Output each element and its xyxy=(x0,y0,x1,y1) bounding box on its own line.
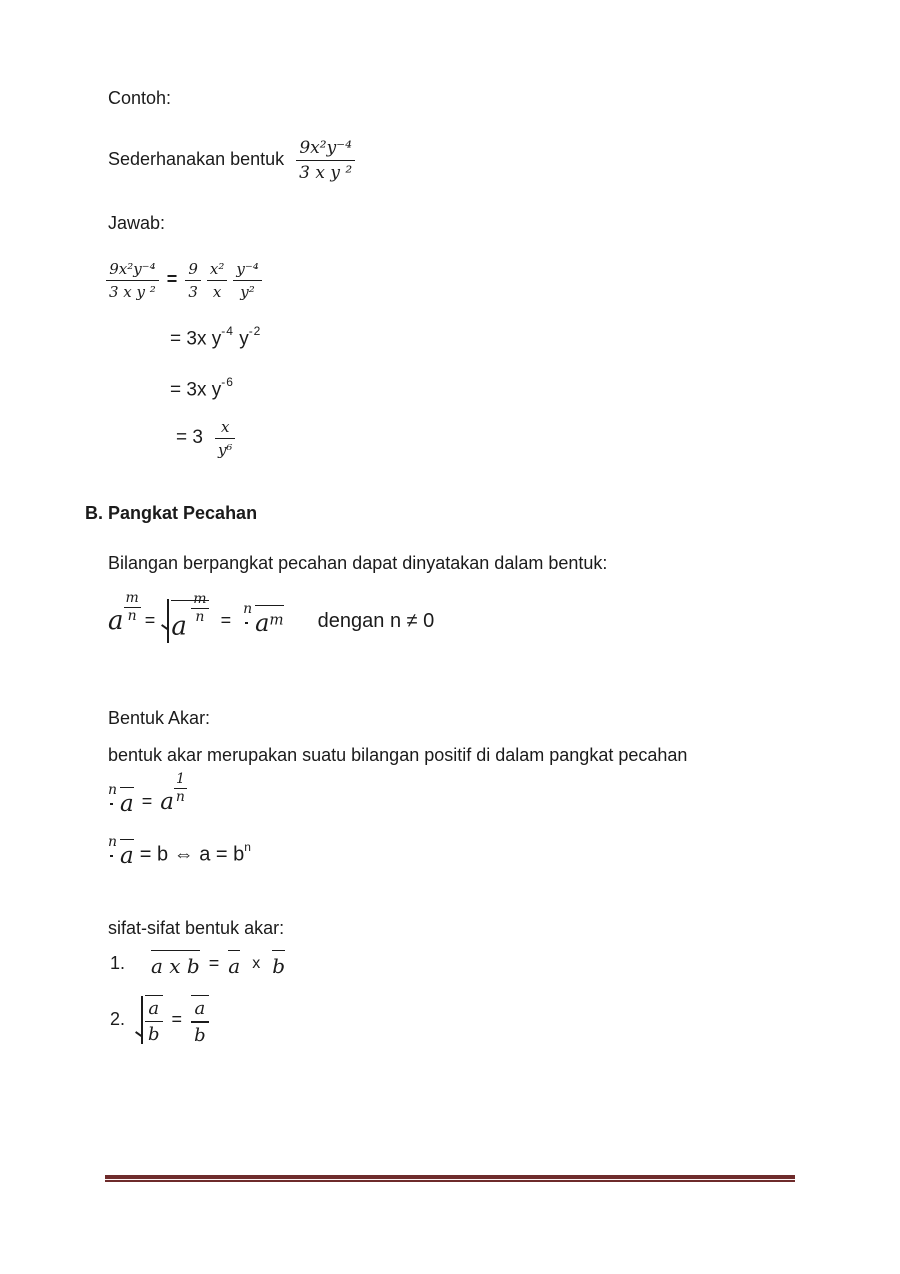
solution-step-4 xyxy=(176,416,235,460)
sifat-item-1 xyxy=(110,948,285,980)
exponent-numerator: m xyxy=(193,591,207,608)
formula-rest-text: = b ⇔ a = b xyxy=(139,843,245,866)
exponent-fraction xyxy=(174,772,187,804)
formula-condition: dengan n ≠ 0 xyxy=(317,610,435,632)
formula-base-a: a xyxy=(108,606,124,636)
equals-sign: = xyxy=(141,791,153,812)
radicand-axb: a x b xyxy=(151,950,200,978)
section-b-heading: B. Pangkat Pecahan xyxy=(85,503,258,523)
fraction-denominator: y⁶ xyxy=(217,440,233,459)
fraction-numerator: a xyxy=(191,995,209,1022)
radicand-a: a xyxy=(120,839,134,869)
fraction-denominator: y² xyxy=(240,282,255,301)
root-formula-1 xyxy=(108,770,187,824)
solution-step-3 xyxy=(170,377,234,402)
radicand-group xyxy=(171,591,208,642)
fraction-denominator: b xyxy=(148,1024,160,1045)
radicand-a: a xyxy=(255,609,270,637)
exponent-fraction xyxy=(191,592,208,624)
step2-exponent-2: -2 xyxy=(248,324,262,338)
exponent-n: n xyxy=(244,839,252,854)
step3-base: = 3x y xyxy=(170,379,222,401)
step3-exponent: -6 xyxy=(221,375,234,389)
radicand-group xyxy=(255,605,284,637)
lhs-fraction xyxy=(145,995,163,1045)
fraction-denominator: 3 x y ² xyxy=(109,282,156,301)
rhs-fraction xyxy=(191,995,209,1046)
exponent-denominator: n xyxy=(195,608,205,625)
fraction-numerator: y⁻⁴ xyxy=(233,260,261,281)
contoh-label: Contoh: xyxy=(108,88,172,108)
equals-sign: = xyxy=(166,269,178,290)
bentuk-akar-desc: bentuk akar merupakan suatu bilangan positif di dalam pangkat pecahan xyxy=(108,745,688,765)
sifat-item-2 xyxy=(110,990,209,1050)
exponent-denominator: n xyxy=(127,607,137,624)
problem-fraction xyxy=(296,138,355,183)
exponent-denominator: n xyxy=(175,788,185,805)
times-operator: x xyxy=(252,955,261,973)
jawab-label: Jawab: xyxy=(108,213,166,233)
root-index: n xyxy=(108,834,118,850)
step1-lhs-fraction xyxy=(106,260,159,301)
fraction-denominator: b xyxy=(191,1022,209,1046)
problem-statement xyxy=(108,132,355,188)
exponent-numerator: m xyxy=(125,589,139,606)
exponent-fraction xyxy=(124,591,141,623)
equals-sign: = xyxy=(208,953,220,974)
fraction-numerator: 9x²y⁻⁴ xyxy=(106,260,159,281)
equals-sign: = xyxy=(171,1009,183,1030)
radicand-b: b xyxy=(272,950,285,978)
pangkat-pecahan-formula xyxy=(108,589,435,650)
radicand-a: a xyxy=(120,787,134,817)
exponent-numerator: 1 xyxy=(175,770,185,787)
solution-step-1 xyxy=(106,254,262,306)
fraction-numerator: x xyxy=(215,418,236,439)
base-a: a xyxy=(160,789,174,815)
fraction-denominator: x xyxy=(212,282,222,301)
equals-sign: = xyxy=(144,610,156,631)
equals-sign: = xyxy=(220,610,232,631)
step1-fraction-1 xyxy=(185,260,201,301)
bentuk-akar-heading: Bentuk Akar: xyxy=(108,708,211,728)
radicand-a: a xyxy=(171,611,187,642)
radical-stem xyxy=(141,996,143,1044)
fraction-numerator: 9x²y⁻⁴ xyxy=(296,138,355,161)
problem-text: Sederhanakan bentuk xyxy=(108,149,285,170)
fraction-numerator: a xyxy=(145,995,163,1022)
fraction-numerator: 9 xyxy=(185,260,201,281)
radical-stem xyxy=(167,599,169,643)
formula-rest xyxy=(139,839,252,867)
root-index: n xyxy=(243,601,253,617)
step1-fraction-3 xyxy=(233,260,261,301)
radicand-exponent: m xyxy=(269,610,284,629)
step2-base-2: y xyxy=(239,328,249,350)
step1-fraction-2 xyxy=(207,260,227,301)
radicand-a: a xyxy=(228,950,240,978)
step4-prefix: = 3 xyxy=(176,426,203,448)
fraction-numerator: x² xyxy=(207,260,227,281)
section-b-intro: Bilangan berpangkat pecahan dapat dinyatakan dalam bentuk: xyxy=(108,553,608,573)
sifat-heading: sifat-sifat bentuk akar: xyxy=(108,918,285,938)
step2-base: = 3x y xyxy=(170,328,222,350)
footer-divider xyxy=(105,1175,795,1182)
fraction-denominator: 3 xyxy=(188,282,198,301)
item-number: 2. xyxy=(110,1009,126,1030)
step2-exponent-1: -4 xyxy=(221,324,234,338)
root-formula-2 xyxy=(108,836,252,872)
fraction-denominator: 3 x y ² xyxy=(299,162,353,183)
root-index: n xyxy=(108,782,118,798)
solution-step-2 xyxy=(170,326,261,351)
item-number: 1. xyxy=(110,953,126,974)
step4-fraction xyxy=(215,418,236,459)
